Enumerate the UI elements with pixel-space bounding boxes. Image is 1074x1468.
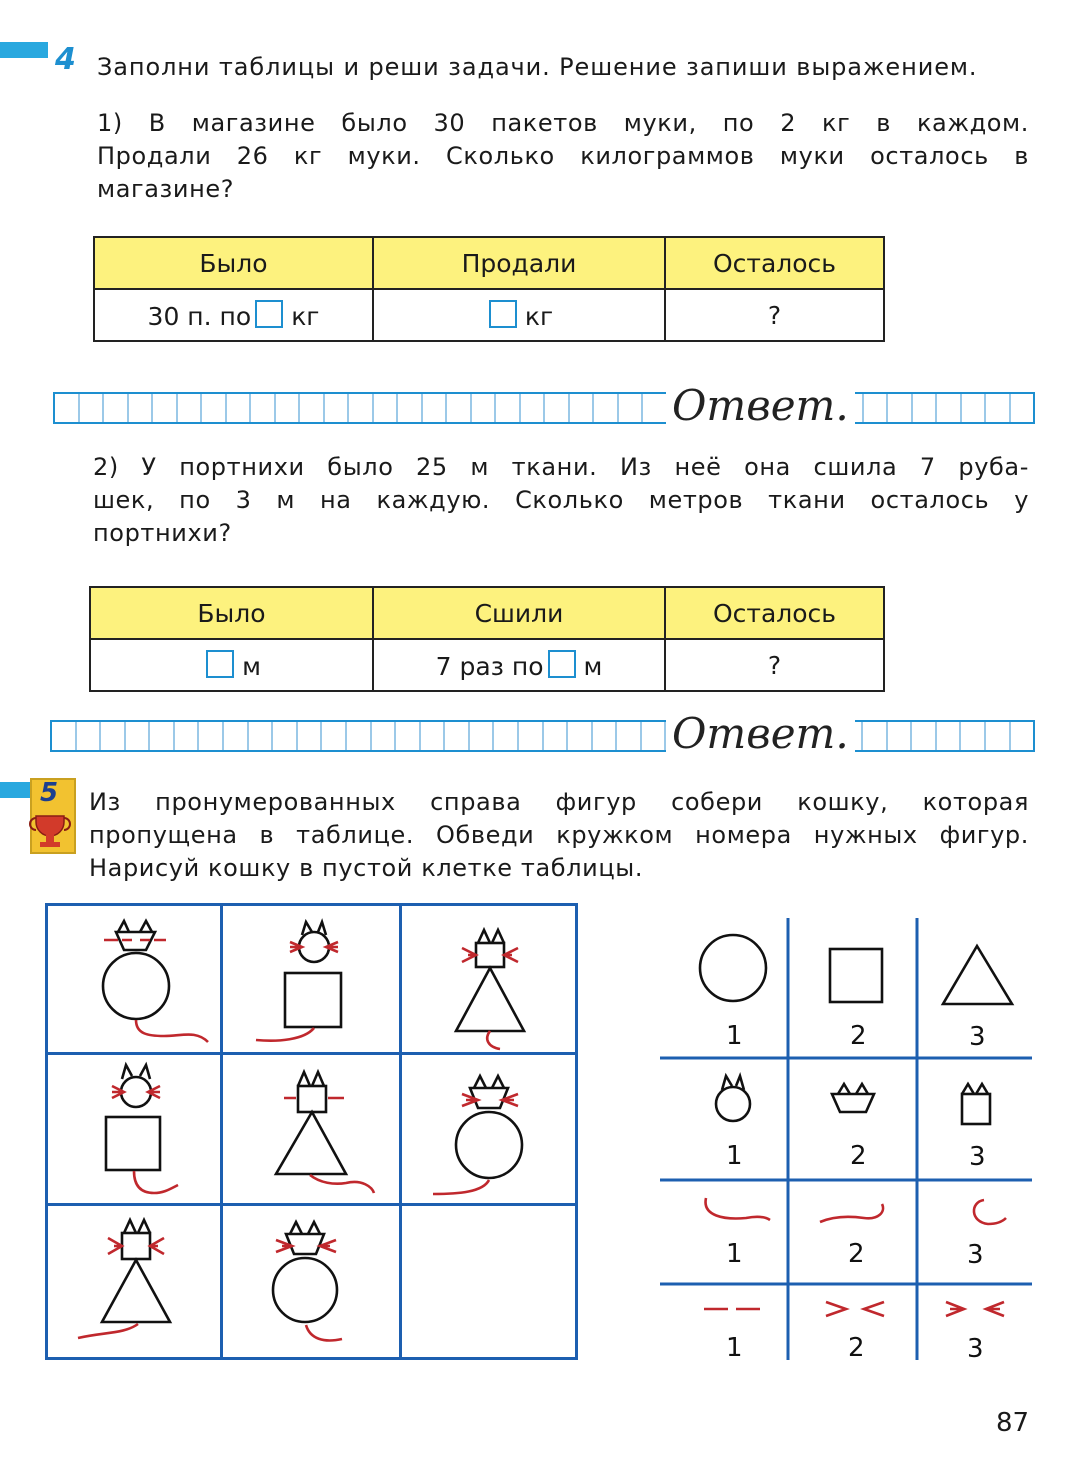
exercise-number-4: 4 (55, 42, 76, 77)
answer-box[interactable] (206, 650, 234, 678)
figure-head-trapezoid-ears (838, 1084, 868, 1094)
problem1-bylo-prefix: 30 п. по (147, 301, 252, 331)
problem1-line: Продали 26 кг муки. Сколько килограммов муки осталось в (97, 142, 1029, 170)
figure-number: 2 (848, 1239, 865, 1269)
figure-number: 1 (726, 1141, 743, 1171)
task4-instruction: Заполни таблицы и реши задачи. Решение запиши выражением. (97, 53, 978, 81)
problem2-sshili-unit: м (583, 651, 603, 681)
figure-number: 3 (967, 1240, 984, 1270)
problem1-header-prodali: Продали (373, 237, 665, 289)
task5-text (89, 786, 1029, 885)
figure-number: 2 (850, 1141, 867, 1171)
answer-box[interactable] (489, 300, 517, 328)
exercise-number-5: 5 (40, 778, 59, 808)
problem1-text (97, 107, 1029, 206)
problem2-answer-label: Ответ. (666, 709, 855, 758)
figure-head-square (962, 1094, 990, 1124)
figure-number: 3 (969, 1142, 986, 1172)
figure-body-triangle (943, 946, 1012, 1004)
problem1-answer-label: Ответ. (666, 381, 855, 430)
problem2-cell-sshili (373, 639, 665, 691)
figure-number: 3 (967, 1334, 984, 1364)
figure-whiskers-2 (826, 1302, 884, 1316)
answer-box[interactable] (548, 650, 576, 678)
cat-table-vline (220, 903, 223, 1360)
problem2-header-ostalos: Осталось (665, 587, 884, 639)
exercise-marker (0, 782, 30, 798)
problem2-cell-bylo (90, 639, 373, 691)
problem1-answer-cells[interactable] (53, 392, 1035, 424)
problem2-cell-ostalos: ? (665, 639, 884, 691)
empty-cat-cell[interactable] (402, 1206, 575, 1357)
exercise-badge-5 (30, 778, 76, 854)
figure-number: 2 (850, 1021, 867, 1051)
problem1-table (93, 236, 885, 342)
figure-head-square-ears (962, 1084, 988, 1094)
figure-body-square (830, 949, 882, 1002)
figure-number: 1 (726, 1239, 743, 1269)
problem1-cell-bylo (94, 289, 373, 341)
page-number: 87 (996, 1408, 1030, 1438)
problem2-text (93, 451, 1029, 550)
figure-whiskers-3 (946, 1302, 1004, 1316)
problem2-line: 2) У портнихи было 25 м ткани. Из неё она сшила 7 руба- (93, 453, 1029, 481)
cat-table-hline (45, 1052, 578, 1055)
problem1-cell-prodali (373, 289, 665, 341)
figure-number: 2 (848, 1333, 865, 1363)
problem1-bylo-unit: кг (291, 301, 320, 331)
problem1-cell-ostalos: ? (665, 289, 884, 341)
figure-number: 3 (969, 1022, 986, 1052)
figure-head-circle (716, 1087, 750, 1121)
problem1-prodali-unit: кг (524, 301, 554, 331)
figure-number: 1 (726, 1021, 743, 1051)
problem2-answer-cells[interactable] (50, 720, 1035, 752)
task5-line: Нарисуй кошку в пустой клетке таблицы. (89, 854, 644, 882)
problem1-line: магазине? (97, 175, 235, 203)
problem2-header-sshili: Сшили (373, 587, 665, 639)
problem1-header-ostalos: Осталось (665, 237, 884, 289)
figure-tail-2 (820, 1204, 883, 1222)
problem2-line: шек, по 3 м на каждую. Сколько метров ткани осталось у (93, 486, 1029, 514)
task5-line: пропущена в таблице. Обведи кружком номера нужных фигур. (89, 821, 1029, 849)
problem1-header-bylo: Было (94, 237, 373, 289)
problem1-line: 1) В магазине было 30 пакетов муки, по 2 кг в каждом. (97, 109, 1029, 137)
task5-line: Из пронумерованных справа фигур собери кошку, которая (89, 788, 1029, 816)
figure-number: 1 (726, 1333, 743, 1363)
figure-tail-1 (706, 1198, 770, 1220)
problem2-bylo-unit: м (242, 651, 261, 681)
figure-tail-3 (974, 1200, 1006, 1224)
problem2-line: портнихи? (93, 519, 232, 547)
exercise-marker (0, 42, 48, 58)
answer-box[interactable] (255, 300, 283, 328)
figure-head-circle-ears (722, 1076, 744, 1090)
problem2-sshili-prefix: 7 раз по (435, 651, 544, 681)
problem2-header-bylo: Было (90, 587, 373, 639)
problem2-table (89, 586, 885, 692)
figure-body-circle (700, 935, 766, 1001)
figure-head-trapezoid (832, 1094, 874, 1112)
